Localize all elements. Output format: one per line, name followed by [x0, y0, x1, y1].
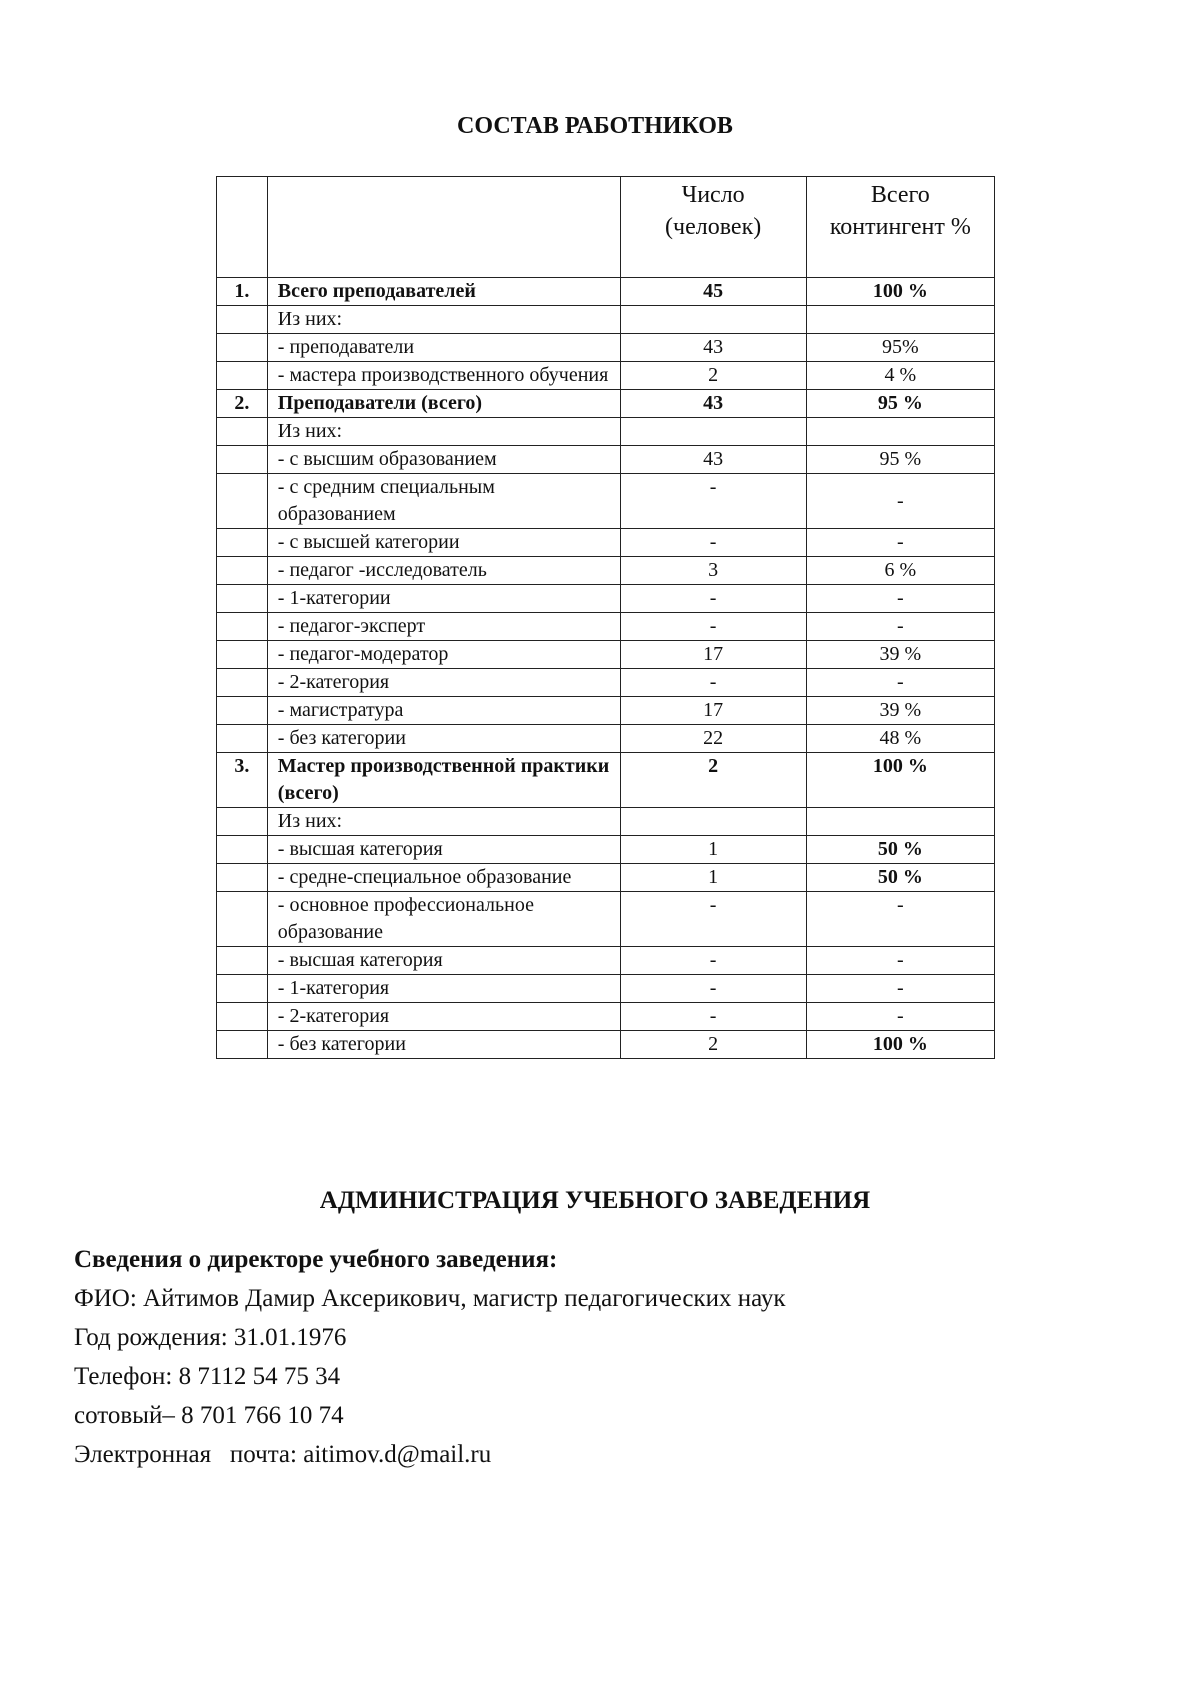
row-count: -	[620, 613, 806, 641]
row-num	[217, 446, 268, 474]
row-percent: -	[806, 947, 994, 975]
row-count: -	[620, 947, 806, 975]
row-count: -	[620, 892, 806, 947]
row-percent	[806, 306, 994, 334]
row-count: 2	[620, 1031, 806, 1059]
table-row	[217, 334, 995, 362]
table-row	[217, 641, 995, 669]
table-row	[217, 947, 995, 975]
header-percent: Всего контингент %	[806, 177, 994, 278]
row-num	[217, 836, 268, 864]
row-percent: 48 %	[806, 725, 994, 753]
row-num	[217, 474, 268, 529]
director-email[interactable]: Электронная почта: aitimov.d@mail.ru	[74, 1441, 492, 1468]
row-percent: 50 %	[806, 836, 994, 864]
row-num	[217, 557, 268, 585]
row-label: - без категории	[267, 1031, 620, 1059]
header-label	[267, 177, 620, 278]
row-num	[217, 306, 268, 334]
row-num	[217, 1031, 268, 1059]
table-row	[217, 613, 995, 641]
row-percent: -	[806, 669, 994, 697]
table-row	[217, 669, 995, 697]
row-count: 2	[620, 753, 806, 808]
row-num	[217, 669, 268, 697]
row-percent: 100 %	[806, 753, 994, 808]
row-count: -	[620, 1003, 806, 1031]
row-label: Преподаватели (всего)	[267, 390, 620, 418]
row-label: - основное профессиональное образование	[267, 892, 620, 947]
row-num: 1.	[217, 278, 268, 306]
row-label: - с средним специальным образованием	[267, 474, 620, 529]
row-count	[620, 306, 806, 334]
row-label: Из них:	[267, 808, 620, 836]
row-label: - мастера производственного обучения	[267, 362, 620, 390]
administration-title: АДМИНИСТРАЦИЯ УЧЕБНОГО ЗАВЕДЕНИЯ	[319, 1187, 871, 1214]
table-row	[217, 557, 995, 585]
row-label: Всего преподавателей	[267, 278, 620, 306]
row-count: -	[620, 474, 806, 529]
director-fio: ФИО: Айтимов Дамир Аксерикович, магистр педагогических наук	[74, 1285, 786, 1312]
row-num	[217, 418, 268, 446]
table-row	[217, 753, 995, 808]
row-percent: 4 %	[806, 362, 994, 390]
row-num	[217, 1003, 268, 1031]
staff-composition-title: СОСТАВ РАБОТНИКОВ	[457, 113, 733, 139]
row-num	[217, 334, 268, 362]
table-row	[217, 725, 995, 753]
row-count: 3	[620, 557, 806, 585]
row-percent: 95 %	[806, 446, 994, 474]
row-count: 1	[620, 836, 806, 864]
row-num	[217, 975, 268, 1003]
row-percent: 100 %	[806, 1031, 994, 1059]
table-header-row	[217, 177, 995, 278]
row-label: - с высшей категории	[267, 529, 620, 557]
row-num	[217, 864, 268, 892]
table-row	[217, 864, 995, 892]
row-percent: 50 %	[806, 864, 994, 892]
table-row	[217, 808, 995, 836]
row-count: 1	[620, 864, 806, 892]
row-num	[217, 808, 268, 836]
row-percent	[806, 418, 994, 446]
table-row	[217, 529, 995, 557]
row-num	[217, 585, 268, 613]
row-percent	[806, 808, 994, 836]
row-label: Из них:	[267, 418, 620, 446]
row-label: Мастер производственной практики (всего)	[267, 753, 620, 808]
table-row	[217, 892, 995, 947]
row-percent: 95%	[806, 334, 994, 362]
row-label: Из них:	[267, 306, 620, 334]
row-label: - преподаватели	[267, 334, 620, 362]
table-row	[217, 697, 995, 725]
director-info	[74, 1240, 786, 1474]
row-count: 17	[620, 697, 806, 725]
row-percent: 95 %	[806, 390, 994, 418]
table-row	[217, 1031, 995, 1059]
table-row	[217, 975, 995, 1003]
row-label: - 2-категория	[267, 669, 620, 697]
row-label: - средне-специальное образование	[267, 864, 620, 892]
row-count: 43	[620, 390, 806, 418]
row-percent: -	[806, 529, 994, 557]
table-row	[217, 278, 995, 306]
row-label: - с высшим образованием	[267, 446, 620, 474]
row-num	[217, 697, 268, 725]
row-num	[217, 892, 268, 947]
row-label: - педагог-модератор	[267, 641, 620, 669]
row-count: 43	[620, 446, 806, 474]
director-mobile: сотовый– 8 701 766 10 74	[74, 1402, 344, 1429]
table-row	[217, 836, 995, 864]
row-percent: 100 %	[806, 278, 994, 306]
table-row	[217, 362, 995, 390]
header-num	[217, 177, 268, 278]
row-count: 45	[620, 278, 806, 306]
row-num	[217, 362, 268, 390]
table-row	[217, 585, 995, 613]
row-label: - 2-категория	[267, 1003, 620, 1031]
table-row	[217, 390, 995, 418]
row-percent: -	[806, 975, 994, 1003]
row-count: 43	[620, 334, 806, 362]
row-count: -	[620, 585, 806, 613]
row-count: -	[620, 669, 806, 697]
row-percent: -	[806, 585, 994, 613]
row-percent: -	[806, 474, 994, 529]
row-label: - высшая категория	[267, 836, 620, 864]
row-count: 17	[620, 641, 806, 669]
row-label: - педагог-эксперт	[267, 613, 620, 641]
row-num	[217, 613, 268, 641]
row-count	[620, 418, 806, 446]
row-label: - 1-категория	[267, 975, 620, 1003]
row-percent: -	[806, 613, 994, 641]
row-count: -	[620, 975, 806, 1003]
row-percent: 39 %	[806, 641, 994, 669]
table-row	[217, 418, 995, 446]
row-num: 3.	[217, 753, 268, 808]
director-birth: Год рождения: 31.01.1976	[74, 1324, 347, 1351]
director-phone: Телефон: 8 7112 54 75 34	[74, 1363, 341, 1390]
row-num	[217, 529, 268, 557]
row-label: - высшая категория	[267, 947, 620, 975]
row-percent: -	[806, 892, 994, 947]
row-count: 2	[620, 362, 806, 390]
row-label: - магистратура	[267, 697, 620, 725]
row-num: 2.	[217, 390, 268, 418]
header-count: Число (человек)	[620, 177, 806, 278]
row-count: -	[620, 529, 806, 557]
row-percent: 39 %	[806, 697, 994, 725]
staff-table	[216, 176, 995, 1059]
row-num	[217, 725, 268, 753]
row-percent: 6 %	[806, 557, 994, 585]
table-row	[217, 474, 995, 529]
row-label: - без категории	[267, 725, 620, 753]
row-count	[620, 808, 806, 836]
table-row	[217, 1003, 995, 1031]
row-num	[217, 641, 268, 669]
table-row	[217, 306, 995, 334]
row-label: - 1-категории	[267, 585, 620, 613]
row-label: - педагог -исследователь	[267, 557, 620, 585]
row-count: 22	[620, 725, 806, 753]
row-percent: -	[806, 1003, 994, 1031]
row-num	[217, 947, 268, 975]
table-row	[217, 446, 995, 474]
director-subtitle: Сведения о директоре учебного заведения:	[74, 1246, 558, 1273]
